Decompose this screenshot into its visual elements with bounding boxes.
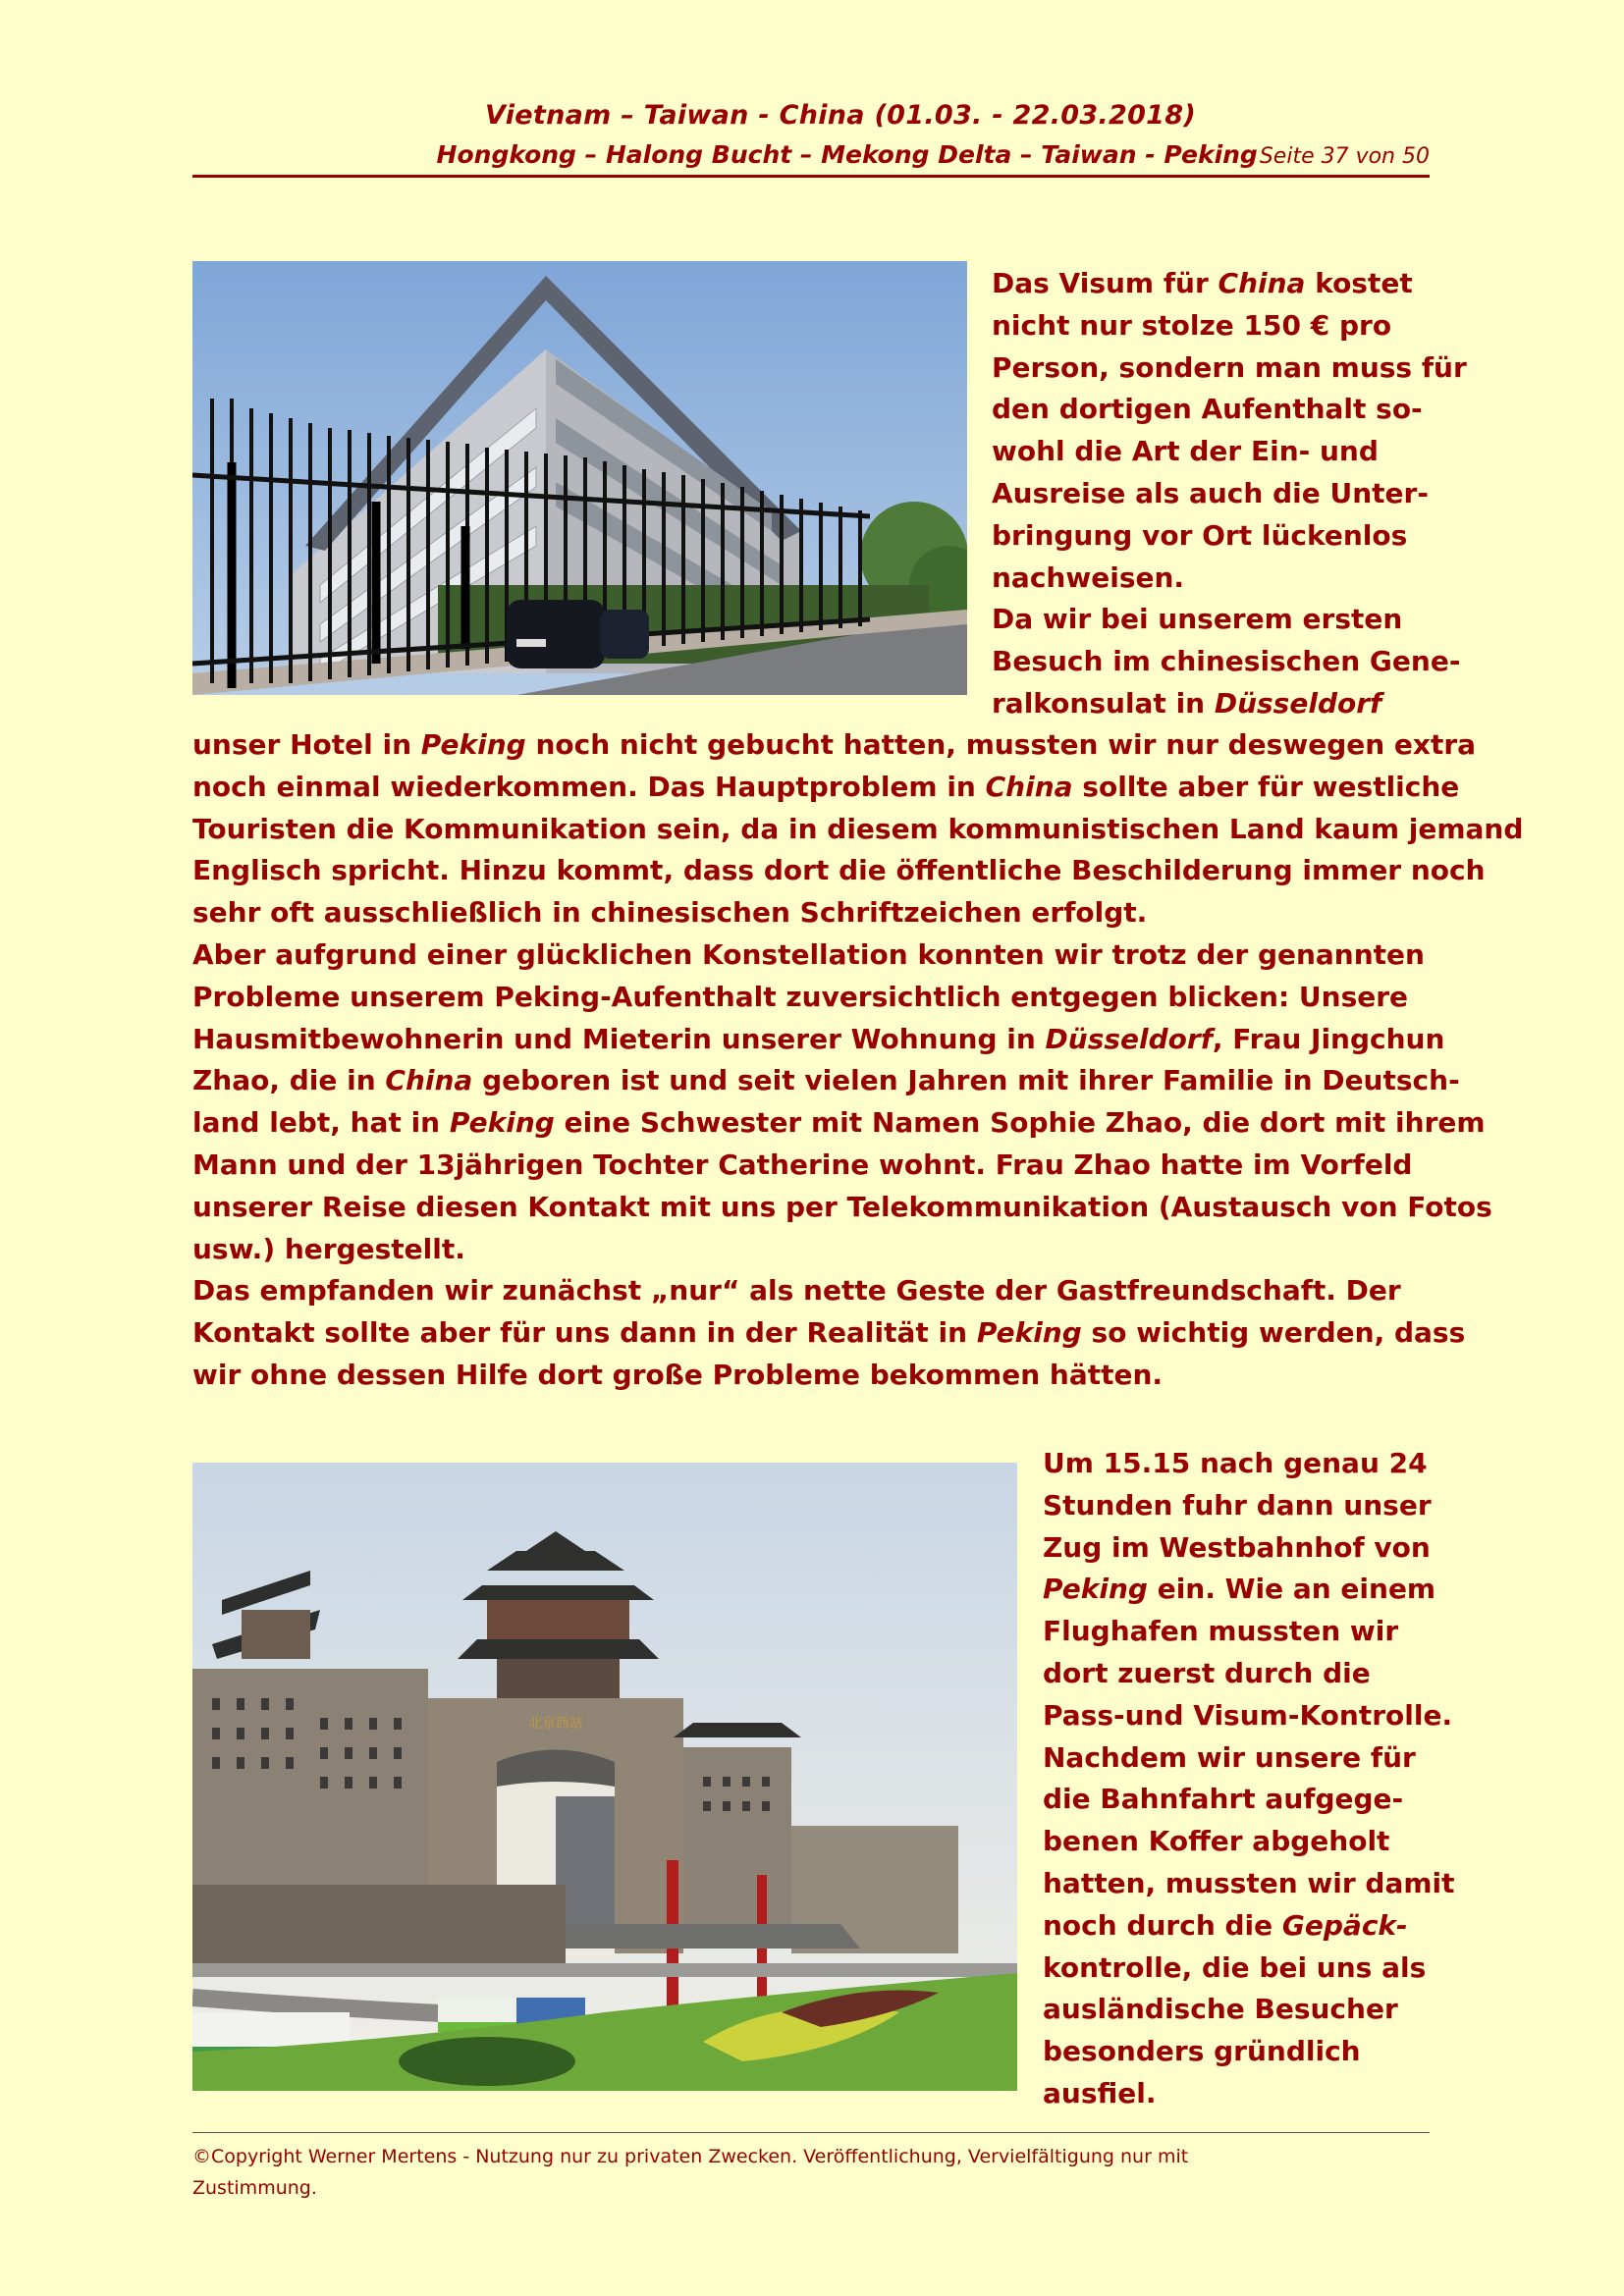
communication-paragraphs — [192, 724, 1524, 1397]
emphasized-place-name: Peking — [420, 728, 526, 761]
text-line — [192, 1145, 1439, 1187]
text-segment: Nachdem wir unsere für — [1043, 1740, 1416, 1774]
text-segment: die Bahnfahrt aufgege- — [1043, 1783, 1404, 1816]
text-line — [192, 1102, 1486, 1145]
text-line — [992, 431, 1443, 473]
text-segment: nachweisen. — [992, 561, 1185, 594]
text-segment: wohl die Art der Ein- und — [992, 435, 1379, 468]
text-line — [1043, 1948, 1455, 1990]
text-line — [192, 1229, 1439, 1271]
emphasized-place-name: Gepäck- — [1281, 1908, 1408, 1942]
copyright-notice-continued: Zustimmung. — [192, 2177, 317, 2199]
text-line — [1043, 1989, 1455, 2031]
text-line — [1043, 2073, 1455, 2115]
text-segment: ausfiel. — [1043, 2076, 1157, 2109]
text-segment: sollte aber für westliche — [1072, 770, 1460, 803]
text-segment: Flughafen mussten wir — [1043, 1615, 1399, 1648]
text-line — [192, 809, 1524, 851]
consulate-image — [192, 261, 967, 695]
text-line — [192, 1060, 1460, 1102]
text-line — [992, 683, 1443, 725]
emphasized-place-name: China — [1218, 267, 1306, 299]
text-line — [1043, 1905, 1455, 1948]
page-footer — [192, 2132, 1430, 2204]
text-segment: sehr oft ausschließlich in chinesischen Schriftzeichen erfolgt. — [192, 896, 1148, 930]
text-segment: Besuch im chinesischen Gene- — [992, 645, 1461, 678]
text-segment: usw.) hergestellt. — [192, 1232, 465, 1265]
text-segment: noch nicht gebucht hatten, mussten wir nur deswegen extra — [525, 728, 1477, 761]
text-segment: unserer Reise diesen Kontakt mit uns per Telekommunikation (Austausch von Fotos — [192, 1190, 1492, 1223]
text-segment: den dortigen Aufenthalt so- — [992, 393, 1423, 426]
text-line — [992, 558, 1443, 600]
text-segment: Aber aufgrund einer glücklichen Konstellation konnten wir trotz der genannten — [192, 937, 1425, 971]
text-segment: Um 15.15 nach genau 24 — [1043, 1447, 1428, 1479]
text-segment: Probleme unserem Peking-Aufenthalt zuversichtlich entgegen blicken: Unsere — [192, 980, 1409, 1013]
emphasized-place-name: Peking — [1043, 1573, 1148, 1606]
text-line — [1043, 1695, 1455, 1737]
text-line — [192, 977, 1439, 1019]
text-segment: Das empfanden wir zunächst „nur“ als nette Geste der Gastfreundschaft. Der — [192, 1274, 1401, 1308]
emphasized-place-name: Peking — [449, 1106, 555, 1140]
text-segment: Hausmitbewohnerin und Mieterin unserer Wohnung in — [192, 1022, 1046, 1055]
text-segment: hatten, mussten wir damit — [1043, 1866, 1455, 1899]
text-line — [192, 1187, 1492, 1229]
emphasized-place-name: Düsseldorf — [1045, 1022, 1213, 1055]
text-line — [1043, 1821, 1455, 1863]
text-segment: ein. Wie an einem — [1147, 1573, 1436, 1606]
text-segment: Stunden fuhr dann unser — [1043, 1488, 1432, 1522]
text-segment: unser Hotel in — [192, 728, 421, 761]
text-line — [1043, 1863, 1455, 1905]
text-segment: bringung vor Ort lückenlos — [992, 518, 1408, 552]
svg-text:北京西站: 北京西站 — [528, 1716, 583, 1732]
text-segment: Person, sondern man muss für — [992, 350, 1467, 384]
emphasized-place-name: China — [385, 1064, 473, 1097]
text-segment: Pass-und Visum-Kontrolle. — [1043, 1698, 1453, 1732]
beijing-west-railway-station-photo — [192, 1463, 1017, 2091]
text-line — [192, 850, 1486, 892]
text-line — [1043, 1653, 1455, 1695]
visa-intro-paragraph — [992, 263, 1467, 725]
text-segment: Zhao, die in — [192, 1064, 386, 1097]
text-line — [192, 1270, 1439, 1312]
page-indicator: Seite 37 von 50 — [1259, 144, 1430, 169]
text-segment: so wichtig werden, dass — [1081, 1316, 1466, 1350]
text-line — [1043, 1611, 1455, 1653]
text-segment: Touristen die Kommunikation sein, da in diesem kommunistischen Land kaum jemand — [192, 812, 1524, 845]
emphasized-place-name: Düsseldorf — [1214, 686, 1382, 720]
copyright-notice: ©Copyright Werner Mertens - Nutzung nur zu privaten Zwecken. Veröffentlichung, Vervielfältigung nur mit — [192, 2146, 1189, 2167]
text-segment: nicht nur stolze 150 € pro — [992, 308, 1392, 342]
text-segment: Ausreise als auch die Unter- — [992, 476, 1429, 509]
text-segment: Mann und der 13jährigen Tochter Catherine wohnt. Frau Zhao hatte im Vorfeld — [192, 1148, 1413, 1181]
text-segment: noch durch die — [1043, 1908, 1282, 1942]
arrival-peking-paragraph — [1043, 1443, 1455, 2115]
text-segment: Das Visum für — [992, 267, 1218, 299]
text-line — [992, 347, 1467, 390]
text-segment: besonders gründlich — [1043, 2035, 1361, 2068]
text-segment: wir ohne dessen Hilfe dort große Probleme bekommen hätten. — [192, 1358, 1164, 1391]
text-segment: noch einmal wiederkommen. Das Hauptproblem in — [192, 770, 986, 803]
text-line — [992, 389, 1443, 431]
text-segment: kontrolle, die bei uns als — [1043, 1950, 1427, 1984]
document-title: Vietnam – Taiwan - China (01.03. - 22.03.2018) — [485, 100, 1196, 131]
text-segment: Kontakt sollte aber für uns dann in der Realität in — [192, 1316, 977, 1350]
text-segment: eine Schwester mit Namen Sophie Zhao, die dort mit ihrem — [554, 1106, 1486, 1140]
text-line — [192, 767, 1460, 809]
page-header — [192, 96, 1430, 178]
text-line — [1043, 1443, 1455, 1485]
text-segment: Zug im Westbahnhof von — [1043, 1530, 1431, 1564]
text-segment: Englisch spricht. Hinzu kommt, dass dort die öffentliche Beschilderung immer noch — [192, 854, 1486, 887]
station-image — [192, 1463, 1017, 2091]
text-line — [992, 515, 1443, 558]
text-segment: benen Koffer abgeholt — [1043, 1825, 1390, 1858]
text-line — [1043, 1527, 1455, 1570]
text-line — [192, 1355, 1439, 1397]
text-line — [192, 1019, 1445, 1061]
text-segment: land lebt, hat in — [192, 1106, 450, 1140]
chinese-consulate-duesseldorf-photo — [192, 261, 967, 695]
text-line — [992, 473, 1443, 515]
text-line — [1043, 1485, 1455, 1527]
text-segment: ralkonsulat in — [992, 686, 1215, 720]
emphasized-place-name: China — [985, 770, 1073, 803]
text-segment: Da wir bei unserem ersten — [992, 603, 1403, 636]
header-subtitle-row — [192, 135, 1430, 178]
text-segment: kostet — [1305, 267, 1413, 299]
text-line — [992, 641, 1461, 683]
text-segment: , Frau Jingchun — [1212, 1022, 1445, 1055]
text-line — [192, 934, 1439, 977]
text-segment: ausländische Besucher — [1043, 1993, 1398, 2026]
text-line — [1043, 2031, 1455, 2073]
text-line — [1043, 1737, 1455, 1780]
text-line — [1043, 1779, 1455, 1821]
text-segment: geboren ist und seit vielen Jahren mit ihrer Familie in Deutsch- — [472, 1064, 1460, 1097]
text-line — [192, 1312, 1466, 1355]
text-line — [992, 305, 1443, 347]
document-subtitle: Hongkong – Halong Bucht – Mekong Delta – Taiwan - Peking — [436, 140, 1258, 169]
text-line — [992, 263, 1443, 305]
text-line — [192, 892, 1439, 934]
text-segment: dort zuerst durch die — [1043, 1656, 1371, 1689]
text-line — [1043, 1569, 1455, 1611]
emphasized-place-name: Peking — [976, 1316, 1082, 1350]
text-line — [992, 599, 1443, 641]
text-line — [192, 724, 1477, 767]
